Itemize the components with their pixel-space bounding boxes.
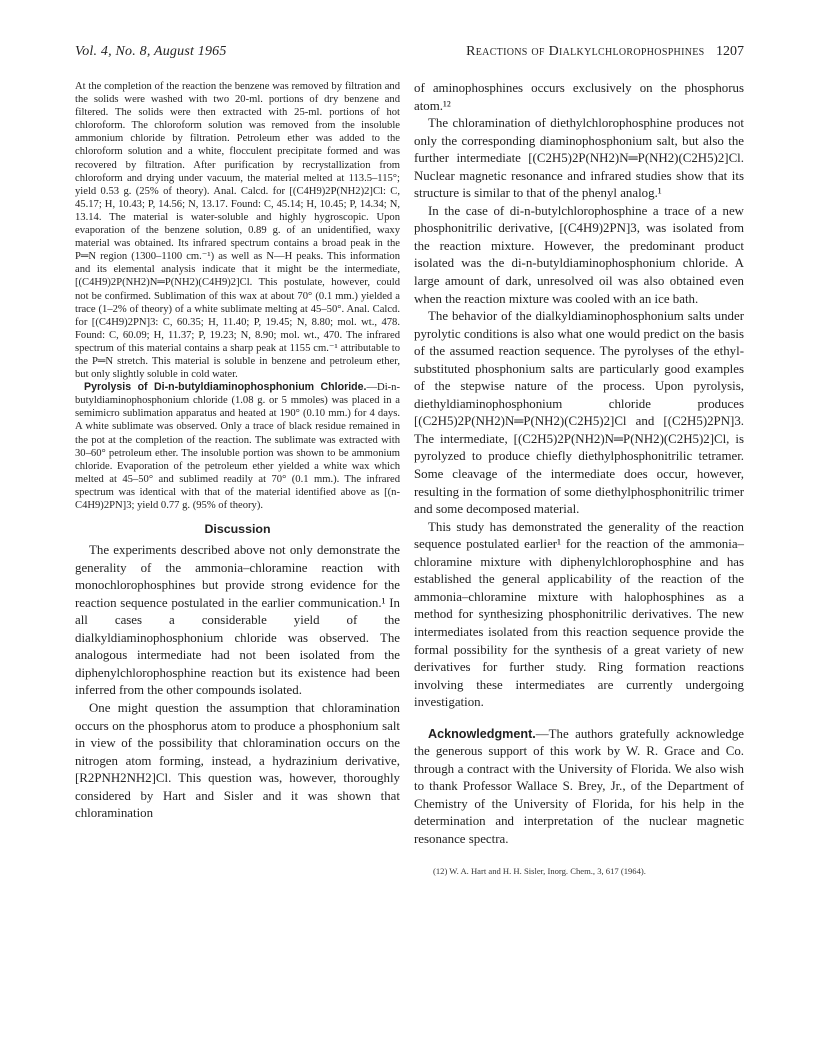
- acknowledgment-text: —The authors gratefully acknowledge the generous support of this work by W. R. Grace and Co. through a contract with the University of Florida. We also wish to thank Professor Wallace S. Brey, Jr., of the Department of Chemistry of the University of Florida, for his help in the determination and interpretation of the nuclear magnetic resonance spectra.: [414, 726, 744, 846]
- acknowledgment-paragraph: [414, 726, 744, 849]
- continued-paragraph: of aminophosphines occurs exclusively on the phosphorus atom.¹²: [414, 81, 744, 113]
- page-header: [75, 44, 744, 64]
- journal-issue: Vol. 4, No. 8, August 1965: [75, 44, 227, 59]
- chloramination-paragraph: The chloramination of diethylchlorophosphine produces not only the corresponding diaminophosphonium salt, but also the further intermediate [(C2H5)2P(NH2)N═P(NH2)(C2H5)2]Cl. Nuclear magnetic resonance and infrared studies show that its structure is similar to that of the phenyl analog.¹: [414, 116, 744, 201]
- header-right: [466, 44, 744, 60]
- left-column: [75, 80, 400, 823]
- page-number: 1207: [716, 44, 744, 59]
- conclusion-paragraph: This study has demonstrated the generality of the reaction sequence postulated earlier¹ for the reaction of the ammonia–chloramine mixture with diphenylchlorophosphine and has established the general applicability of the reaction of the ammonia–chloramine mixture with halophosphines as a method for synthesizing phosphonitrilic derivatives. The new intermediates isolated from this reaction sequence provide the formal possibility for the synthesis of a great variety of new derivatives for further study. Ring formation reactions involving these intermediates are currently undergoing investigation.: [414, 519, 744, 710]
- pyrolysis-text: —Di-n-butyldiaminophosphonium chloride (1.08 g. or 5 mmoles) was placed in a semimicro sublimation apparatus and heated at 190° (0.10 mm.) for 4 days. A white sublimate was observed. Only a trace of black residue remained in the pot at the completion of the reaction. The sublimate was extracted with 30–60° petroleum ether. The insoluble portion was shown to be ammonium chloride. Evaporation of the petroleum ether yielded a white wax which melted at 45–50° and sublimed readily at 70° (0.1 mm.). The infrared spectrum was identical with that of the material identified above as [(n-C4H9)2PN]3; yield 0.77 g. (95% of theory).: [75, 382, 400, 511]
- footnote-12: (12) W. A. Hart and H. H. Sisler, Inorg. Chem., 3, 617 (1964).: [433, 866, 646, 876]
- pyrolysis-heading: Pyrolysis of Di-n-butyldiaminophosphonium Chloride.: [84, 381, 367, 394]
- spacer: [414, 712, 744, 726]
- discussion-heading: Discussion: [204, 522, 271, 537]
- pyrolysis-behavior-paragraph: The behavior of the dialkyldiaminophosphonium salts under pyrolytic conditions is also what one would predict on the basis of the assumed reaction sequence. The pyrolyses of the ethyl-substituted phosphonium salts are particularly good examples of the stepwise nature of the process. Upon pyrolysis, diethyldiaminophosphonium chloride produces [(C2H5)2P(NH2)N═P(NH2)(C2H5)2]Cl and [(C2H5)2PN]3. The intermediate, [(C2H5)2P(NH2)N═P(NH2)(C2H5)2]Cl, is pyrolyzed to produce chiefly diethylphosphonitrilic tetramer. Some cleavage of the intermediate does occur, however, resulting in the formation of some diethylphosphonitrilic trimer and some decomposed material.: [414, 309, 744, 517]
- acknowledgment-heading: Acknowledgment.: [428, 726, 536, 741]
- experimental-paragraph: At the completion of the reaction the benzene was removed by filtration and the solids were washed with two 20-ml. portions of dry benzene and filtered. The solids were then extracted with 25-ml. portions of hot chloroform. The chloroform solution was removed from the insoluble ammonium chloride by filtration. Petroleum ether was added to the chloroform solution and a white, flocculent precipitate formed and was recovered by filtration. After purification by recrystallization from chloroform and drying under vacuum, the material melted at 113.5–115°; yield 0.53 g. (25% of theory). Anal. Calcd. for [(C4H9)2P(NH2)2]Cl: C, 45.17; H, 10.43; P, 14.56; N, 13.17. Found: C, 45.14; H, 10.45; P, 14.34; N, 13.14. The material is water-soluble and highly hygroscopic. Upon evaporation of the benzene solution, 0.89 g. of an unidentified, waxy material was obtained. Its infrared spectrum contains a broad peak in the P═N region (1300–1100 cm.⁻¹) as well as N—H peaks. This information and its elemental analysis indicate that it might be the intermediate, [(C4H9)2P(NH2)N═P(NH2)(C4H9)2]Cl. This postulate, however, could not be confirmed. Sublimation of this wax at about 70° (0.1 mm.) yielded a trace (1–2% of theory) of a white sublimate melting at 45–50°. Anal. Calcd. for [(C4H9)2PN]3: C, 60.35; H, 11.40; P, 19.45; N, 8.80; mol. wt., 478. Found: C, 60.09; H, 11.37; P, 19.23; N, 8.90; mol. wt., 470. The infrared spectrum of this material contains a sharp peak at 1155 cm.⁻¹ attributable to the P═N stretch. This material is soluble in benzene and petroleum ether, but only slightly soluble in cold water.: [75, 81, 400, 381]
- discussion-paragraph-1: The experiments described above not only demonstrate the generality of the ammonia–chloramine reaction with monochlorophosphines but provide strong evidence for the reaction sequence postulated in the earlier communication.¹ In all cases a considerable yield of the dialkyldiaminophosphonium chloride was observed. The analogous intermediate had not been isolated from the diphenylchlorophosphine reaction but its existence had been inferred from the other compounds isolated.: [75, 543, 400, 698]
- running-title: Reactions of Dialkylchlorophosphines: [466, 44, 705, 59]
- butyl-paragraph: In the case of di-n-butylchlorophosphine a trace of a new phosphonitrilic derivative, [(C4H9)2PN]3, was isolated from the reaction mixture. However, the predominant product isolated was the di-n-butyldiaminophosphonium chloride. A large amount of dark, unresolved oil was also obtained even when the reaction mixture was cooled with an ice bath.: [414, 203, 744, 306]
- right-column: [414, 80, 744, 849]
- discussion-paragraph-2: One might question the assumption that chloramination occurs on the phosphorus atom to produce a phosphonium salt in view of the possibility that chloramination occurs on the nitrogen atom forming, instead, a hydrazinium derivative, [R2PNH2NH2]Cl. This question was, however, thoroughly considered by Hart and Sisler and it was shown that chloramination: [75, 701, 400, 821]
- pyrolysis-paragraph: [75, 381, 400, 512]
